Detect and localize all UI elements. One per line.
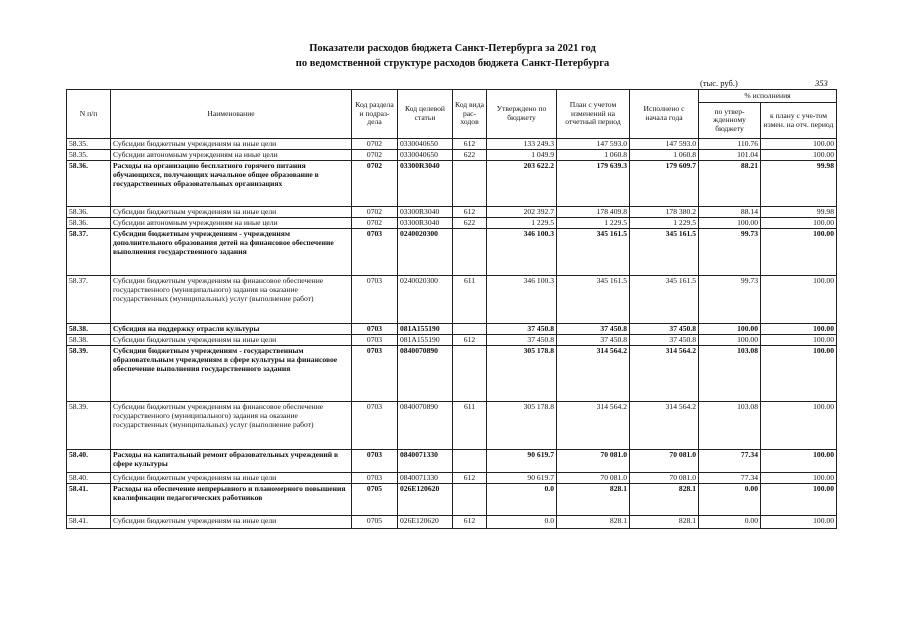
cell-csr: 03300R3040 [398, 161, 453, 207]
cell-razdel: 0702 [352, 218, 398, 229]
cell-vid [453, 346, 487, 402]
cell-vid [453, 161, 487, 207]
cell-executed: 828.1 [630, 516, 699, 529]
cell-vid [453, 229, 487, 276]
cell-pct-plan: 100.00 [761, 335, 837, 346]
cell-name: Субсидии бюджетным учреждениям - учреждениям дополнительного образования детей на финансовое обеспечение выполнения государственного задания [111, 229, 352, 276]
col-executed: Исполнено с начала года [630, 90, 699, 139]
cell-executed: 1 060.8 [630, 150, 699, 161]
report-title-line2: по ведомственной структуре расходов бюджета Санкт-Петербурга [295, 58, 610, 69]
cell-name: Субсидия на поддержку отрасли культуры [111, 324, 352, 335]
cell-razdel: 0703 [352, 335, 398, 346]
cell-npp: 58.38. [67, 324, 111, 335]
cell-executed: 70 081.0 [630, 450, 699, 473]
cell-razdel: 0703 [352, 229, 398, 276]
table-row [67, 229, 837, 276]
cell-approved: 1 049.9 [487, 150, 557, 161]
cell-plan: 179 639.3 [557, 161, 630, 207]
cell-approved: 203 622.2 [487, 161, 557, 207]
cell-name: Субсидии автономным учреждениям на иные цели [111, 218, 352, 229]
cell-executed: 37 450.8 [630, 324, 699, 335]
cell-razdel: 0703 [352, 324, 398, 335]
cell-npp: 58.36. [67, 161, 111, 207]
table-row [67, 484, 837, 516]
cell-name: Субсидии бюджетным учреждениям на иные цели [111, 207, 352, 218]
cell-plan: 147 593.0 [557, 139, 630, 150]
table-row [67, 218, 837, 229]
cell-npp: 58.38. [67, 335, 111, 346]
cell-plan: 828.1 [557, 516, 630, 529]
cell-vid [453, 324, 487, 335]
cell-pct-approved: 99.73 [699, 276, 761, 324]
cell-approved: 305 178.8 [487, 402, 557, 450]
cell-name: Субсидии бюджетным учреждениям на иные цели [111, 335, 352, 346]
cell-approved: 305 178.8 [487, 346, 557, 402]
cell-pct-plan: 100.00 [761, 218, 837, 229]
cell-plan: 37 450.8 [557, 324, 630, 335]
table-row [67, 207, 837, 218]
cell-npp: 58.41. [67, 484, 111, 516]
cell-pct-approved: 0.00 [699, 484, 761, 516]
cell-approved: 90 619.7 [487, 450, 557, 473]
cell-plan: 1 060.8 [557, 150, 630, 161]
cell-razdel: 0703 [352, 450, 398, 473]
cell-csr: 026E120620 [398, 484, 453, 516]
cell-csr: 0240020300 [398, 229, 453, 276]
table-row [67, 324, 837, 335]
cell-pct-plan: 100.00 [761, 450, 837, 473]
cell-plan: 70 081.0 [557, 473, 630, 484]
cell-plan: 345 161.5 [557, 229, 630, 276]
cell-name: Расходы на капитальный ремонт образовательных учреждений в сфере культуры [111, 450, 352, 473]
cell-pct-approved: 88.14 [699, 207, 761, 218]
cell-razdel: 0703 [352, 276, 398, 324]
cell-vid: 611 [453, 402, 487, 450]
cell-approved: 90 619.7 [487, 473, 557, 484]
cell-approved: 0.0 [487, 484, 557, 516]
cell-vid [453, 450, 487, 473]
cell-pct-plan: 100.00 [761, 229, 837, 276]
cell-approved: 133 249.3 [487, 139, 557, 150]
cell-pct-plan: 100.00 [761, 324, 837, 335]
cell-executed: 345 161.5 [630, 276, 699, 324]
cell-pct-plan: 100.00 [761, 276, 837, 324]
col-razdel: Код раздела и подраз-дела [352, 90, 398, 139]
cell-razdel: 0705 [352, 516, 398, 529]
page-number: 353 [815, 78, 828, 88]
cell-razdel: 0702 [352, 161, 398, 207]
cell-pct-approved: 103.08 [699, 402, 761, 450]
cell-plan: 314 564.2 [557, 402, 630, 450]
cell-pct-approved: 103.08 [699, 346, 761, 402]
cell-vid: 622 [453, 150, 487, 161]
col-pct-approved: по утвер-жденному бюджету [699, 103, 761, 139]
table-row [67, 139, 837, 150]
cell-name: Субсидии бюджетным учреждениям на иные цели [111, 139, 352, 150]
cell-name: Субсидии бюджетным учреждениям - государственным образовательным учреждениям в сфере культуры на финансовое обеспечение выполнения государственного задания [111, 346, 352, 402]
cell-pct-plan: 100.00 [761, 516, 837, 529]
cell-vid: 611 [453, 276, 487, 324]
cell-approved: 202 392.7 [487, 207, 557, 218]
col-approved: Утверждено по бюджету [487, 90, 557, 139]
table-row [67, 450, 837, 473]
cell-pct-approved: 100.00 [699, 218, 761, 229]
cell-npp: 58.36. [67, 218, 111, 229]
cell-executed: 37 450.8 [630, 335, 699, 346]
cell-vid: 612 [453, 139, 487, 150]
cell-pct-approved: 100.00 [699, 335, 761, 346]
cell-approved: 37 450.8 [487, 335, 557, 346]
cell-pct-approved: 88.21 [699, 161, 761, 207]
col-plan: План с учетом изменений на отчетный период [557, 90, 630, 139]
cell-name: Субсидии бюджетным учреждениям на финансовое обеспечение государственного (муниципального) задания на оказание государственных (муниципальных) услуг (выполнение работ) [111, 402, 352, 450]
cell-pct-approved: 99.73 [699, 229, 761, 276]
cell-pct-approved: 0.00 [699, 516, 761, 529]
cell-vid: 612 [453, 207, 487, 218]
cell-vid: 612 [453, 335, 487, 346]
cell-executed: 314 564.2 [630, 346, 699, 402]
cell-approved: 346 100.3 [487, 276, 557, 324]
cell-pct-approved: 101.04 [699, 150, 761, 161]
cell-npp: 58.37. [67, 229, 111, 276]
expenditure-table [66, 89, 837, 529]
cell-plan: 1 229.5 [557, 218, 630, 229]
cell-npp: 58.39. [67, 402, 111, 450]
cell-npp: 58.41. [67, 516, 111, 529]
cell-csr: 03300R3040 [398, 218, 453, 229]
cell-npp: 58.39. [67, 346, 111, 402]
cell-pct-plan: 100.00 [761, 150, 837, 161]
cell-razdel: 0702 [352, 139, 398, 150]
table-row [67, 150, 837, 161]
cell-csr: 03300R3040 [398, 207, 453, 218]
col-name: Наименование [111, 90, 352, 139]
cell-pct-approved: 110.76 [699, 139, 761, 150]
cell-npp: 58.36. [67, 207, 111, 218]
cell-csr: 0330040650 [398, 139, 453, 150]
table-row [67, 335, 837, 346]
table-row [67, 161, 837, 207]
cell-plan: 178 409.8 [557, 207, 630, 218]
cell-pct-plan: 100.00 [761, 402, 837, 450]
table-row [67, 516, 837, 529]
table-row [67, 346, 837, 402]
cell-csr: 0840070890 [398, 402, 453, 450]
col-csr: Код целевой статьи [398, 90, 453, 139]
cell-pct-approved: 77.34 [699, 450, 761, 473]
cell-plan: 37 450.8 [557, 335, 630, 346]
cell-executed: 314 564.2 [630, 402, 699, 450]
table-row [67, 402, 837, 450]
cell-pct-plan: 99.98 [761, 207, 837, 218]
units-label: (тыс. руб.) [700, 78, 738, 88]
cell-razdel: 0703 [352, 402, 398, 450]
cell-npp: 58.37. [67, 276, 111, 324]
cell-name: Субсидии бюджетным учреждениям на иные цели [111, 473, 352, 484]
cell-name: Субсидии бюджетным учреждениям на иные цели [111, 516, 352, 529]
cell-razdel: 0705 [352, 484, 398, 516]
cell-executed: 147 593.0 [630, 139, 699, 150]
cell-executed: 828.1 [630, 484, 699, 516]
cell-approved: 346 100.3 [487, 229, 557, 276]
cell-pct-plan: 100.00 [761, 484, 837, 516]
cell-csr: 0330040650 [398, 150, 453, 161]
cell-name: Расходы на организацию бесплатного горячего питания обучающихся, получающих начальное общее образование в государственных образовательных организациях [111, 161, 352, 207]
cell-csr: 0840071330 [398, 473, 453, 484]
cell-pct-plan: 100.00 [761, 473, 837, 484]
cell-csr: 081A155190 [398, 324, 453, 335]
cell-npp: 58.40. [67, 473, 111, 484]
cell-vid: 612 [453, 473, 487, 484]
cell-csr: 081A155190 [398, 335, 453, 346]
cell-vid: 612 [453, 516, 487, 529]
cell-pct-approved: 77.34 [699, 473, 761, 484]
cell-vid: 622 [453, 218, 487, 229]
cell-approved: 1 229.5 [487, 218, 557, 229]
cell-csr: 0840071330 [398, 450, 453, 473]
table-row [67, 276, 837, 324]
cell-vid [453, 484, 487, 516]
cell-razdel: 0702 [352, 207, 398, 218]
cell-name: Субсидии автономным учреждениям на иные цели [111, 150, 352, 161]
col-npp: N п/п [67, 90, 111, 139]
cell-name: Субсидии бюджетным учреждениям на финансовое обеспечение государственного (муниципального) задания на оказание государственных (муниципальных) услуг (выполнение работ) [111, 276, 352, 324]
col-pct-group: % исполнения [699, 90, 837, 103]
cell-executed: 70 081.0 [630, 473, 699, 484]
cell-razdel: 0703 [352, 473, 398, 484]
cell-razdel: 0703 [352, 346, 398, 402]
cell-pct-plan: 99.98 [761, 161, 837, 207]
cell-executed: 345 161.5 [630, 229, 699, 276]
cell-pct-approved: 100.00 [699, 324, 761, 335]
cell-executed: 178 380.2 [630, 207, 699, 218]
cell-approved: 37 450.8 [487, 324, 557, 335]
cell-pct-plan: 100.00 [761, 346, 837, 402]
cell-executed: 179 609.7 [630, 161, 699, 207]
cell-npp: 58.35. [67, 139, 111, 150]
cell-plan: 314 564.2 [557, 346, 630, 402]
cell-csr: 0840070890 [398, 346, 453, 402]
cell-razdel: 0702 [352, 150, 398, 161]
cell-npp: 58.35. [67, 150, 111, 161]
col-vid: Код вида рас-ходов [453, 90, 487, 139]
cell-executed: 1 229.5 [630, 218, 699, 229]
cell-csr: 0240020300 [398, 276, 453, 324]
col-pct-plan: к плану с уче-том измен. на отч. период [761, 103, 837, 139]
cell-plan: 70 081.0 [557, 450, 630, 473]
cell-name: Расходы на обеспечение непрерывного и планомерного повышения квалификации педагогических работников [111, 484, 352, 516]
cell-csr: 026E120620 [398, 516, 453, 529]
cell-pct-plan: 100.00 [761, 139, 837, 150]
cell-plan: 345 161.5 [557, 276, 630, 324]
cell-approved: 0.0 [487, 516, 557, 529]
table-row [67, 473, 837, 484]
cell-npp: 58.40. [67, 450, 111, 473]
cell-plan: 828.1 [557, 484, 630, 516]
report-title-line1: Показатели расходов бюджета Санкт-Петербурга за 2021 год [309, 43, 596, 54]
